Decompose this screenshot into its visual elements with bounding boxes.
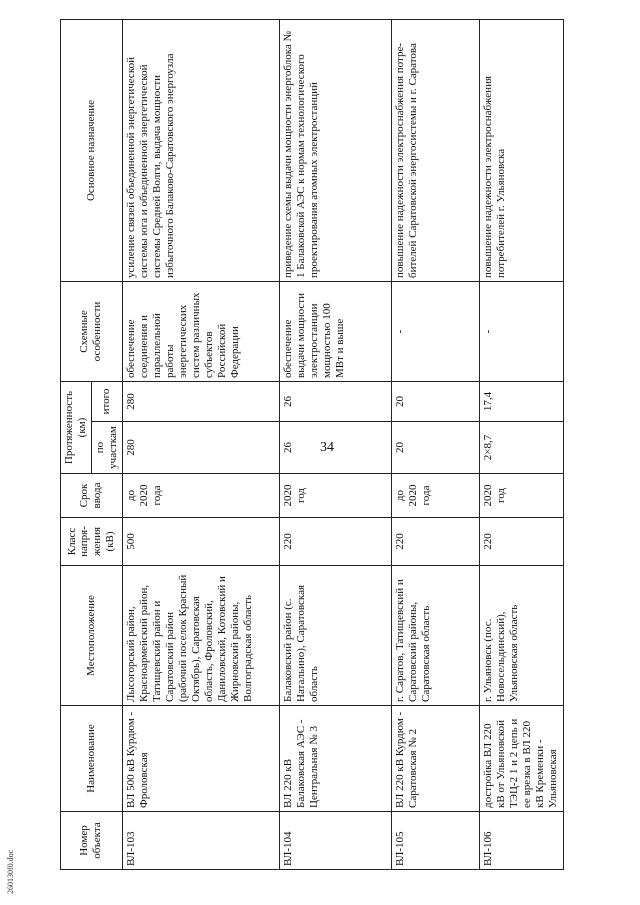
- cell-purpose: усиление связей объединенной энергетической системы юга и объединенной энергетической системы Средней Волги, выдача мощности избыточного Балаково-Саратовского энергоузла: [122, 20, 279, 282]
- cell-by-sections: 2×8,7: [479, 422, 563, 474]
- cell-number: ВЛ-106: [479, 812, 563, 870]
- rotated-page-content: [60, 20, 620, 870]
- cell-name: ВЛ 500 кВ Курдюм - Фроловская: [122, 706, 279, 812]
- cell-total: 20: [391, 382, 479, 422]
- cell-number: ВЛ-103: [122, 812, 279, 870]
- cell-purpose: приведение схемы выдачи мощности энергоблока № 1 Балаковской АЭС к нормам технологического проектирования атомных электростанций: [279, 20, 391, 282]
- header-features: Схемные особенности: [61, 282, 123, 382]
- page-number: 34: [320, 440, 334, 455]
- cell-location: г. Ульяновск (пос. Новосельдинский), Ульяновская область: [479, 566, 563, 706]
- cell-term: до 2020 года: [122, 474, 279, 518]
- footer-file-code: 260130f0.doc: [6, 849, 15, 894]
- cell-purpose: повышение надежности электроснабжения потре-бителей Саратовской энергосистемы и г. Саратова: [391, 20, 479, 282]
- table-row: [122, 20, 279, 870]
- cell-number: ВЛ-104: [279, 812, 391, 870]
- cell-voltage: 220: [279, 518, 391, 566]
- cell-term: 2020 год: [479, 474, 563, 518]
- header-by-sections: по участкам: [91, 422, 122, 474]
- cell-total: 26: [279, 382, 391, 422]
- cell-features: -: [479, 282, 563, 382]
- cell-total: 17,4: [479, 382, 563, 422]
- header-voltage: Класс напря- жения (кВ): [61, 518, 123, 566]
- cell-purpose: повышение надежности электроснабжения потребителей г. Ульяновска: [479, 20, 563, 282]
- header-number: Номер объекта: [61, 812, 123, 870]
- cell-name: ВЛ 220 кВ Балаковская АЭС - Центральная № 3: [279, 706, 391, 812]
- cell-location: Балаковский район (с. Натальино), Саратовская область: [279, 566, 391, 706]
- table-row: [391, 20, 479, 870]
- cell-total: 280: [122, 382, 279, 422]
- cell-by-sections: 20: [391, 422, 479, 474]
- cell-location: Лысогорский район, Красноармейский район, Татищевский район и Саратовский район (рабочий поселок Красный Октябрь), Саратовская область, Фроловский, Даниловский, Котовский и Жирновский районы, Волгоградская область: [122, 566, 279, 706]
- cell-features: обеспечение соединения и параллельной работы энергетических систем различных субъектов Российской Федерации: [122, 282, 279, 382]
- table-row: [279, 20, 391, 870]
- header-name: Наименование: [61, 706, 123, 812]
- header-location: Местоположение: [61, 566, 123, 706]
- header-term: Срок ввода: [61, 474, 123, 518]
- cell-features: обеспечение выдачи мощности электростанции мощностью 100 МВт и выше: [279, 282, 391, 382]
- table-row: [479, 20, 563, 870]
- cell-name: ВЛ 220 кВ Курдюм - Саратовская № 2: [391, 706, 479, 812]
- cell-term: до 2020 года: [391, 474, 479, 518]
- power-lines-table: [60, 19, 564, 870]
- cell-name: достройка ВЛ 220 кВ от Ульяновской ТЭЦ-2 1 и 2 цепь и ее врезка в ВЛ 220 кВ Кременки - Ульяновская: [479, 706, 563, 812]
- cell-by-sections: 26: [279, 422, 391, 474]
- cell-by-sections: 280: [122, 422, 279, 474]
- header-purpose: Основное назначение: [61, 20, 123, 282]
- cell-features: -: [391, 282, 479, 382]
- cell-number: ВЛ-105: [391, 812, 479, 870]
- cell-voltage: 220: [391, 518, 479, 566]
- cell-term: 2020 год: [279, 474, 391, 518]
- cell-location: г. Саратов, Татищевский и Саратовский районы, Саратовская область: [391, 566, 479, 706]
- cell-voltage: 220: [479, 518, 563, 566]
- header-total: итого: [91, 382, 122, 422]
- header-length: Протяженность (км): [61, 382, 92, 474]
- cell-voltage: 500: [122, 518, 279, 566]
